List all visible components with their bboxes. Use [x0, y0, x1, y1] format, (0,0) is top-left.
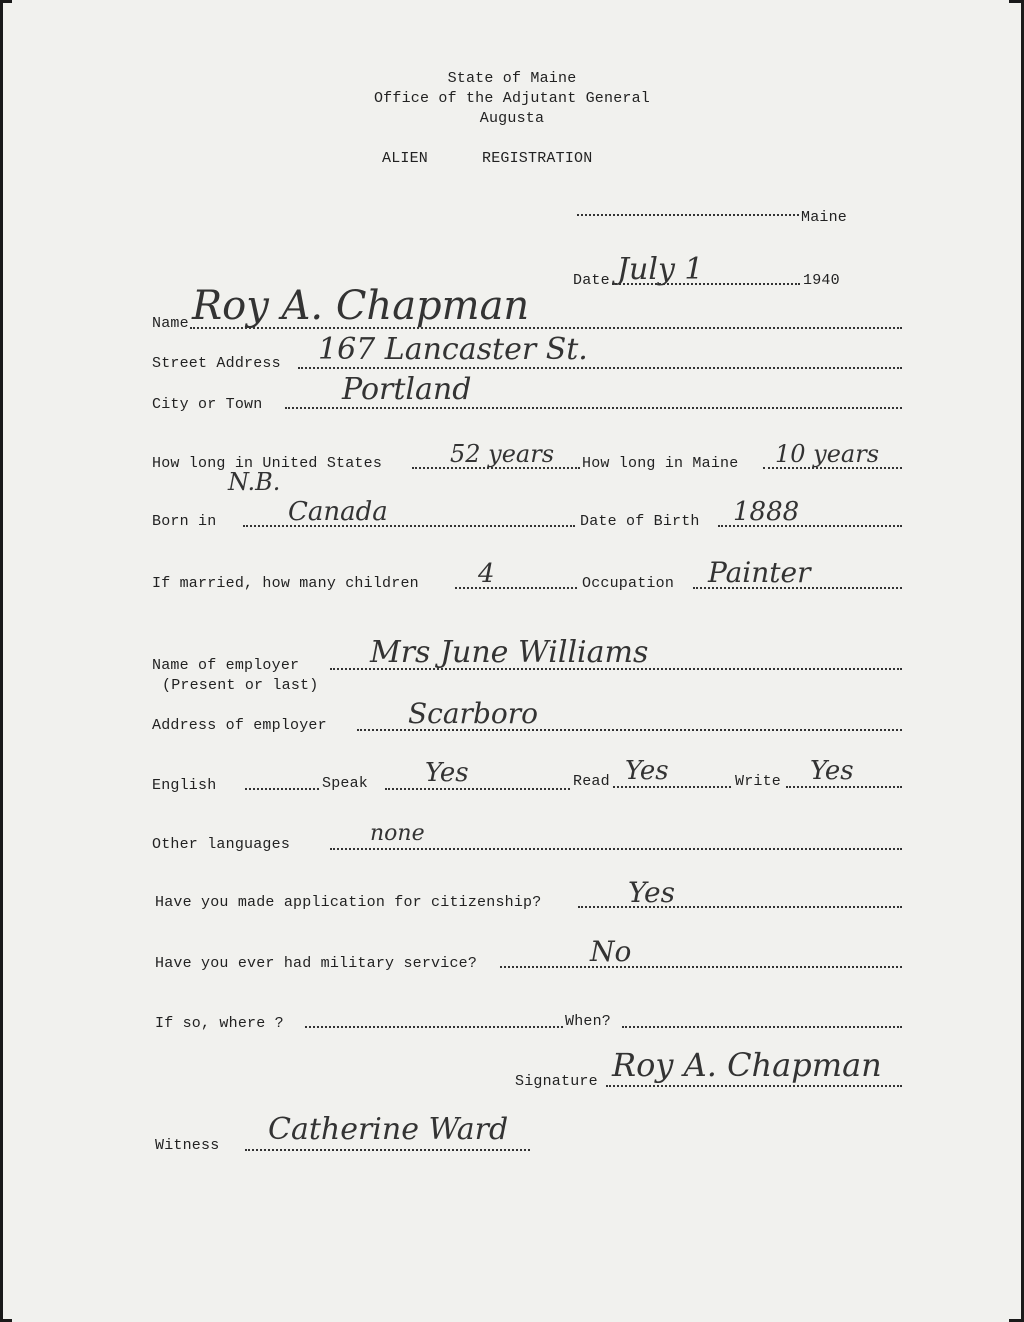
signature-label: Signature	[515, 1073, 598, 1090]
citizenship-label: Have you made application for citizenship?	[155, 894, 542, 911]
place-line	[577, 214, 799, 216]
citizenship-line	[578, 906, 902, 908]
born-note: N.B.	[228, 468, 281, 496]
corner-mark	[0, 0, 12, 3]
place-suffix: Maine	[801, 209, 848, 226]
street-label: Street Address	[152, 355, 281, 372]
date-year: 1940	[803, 272, 840, 289]
maine-years-label: How long in Maine	[582, 455, 739, 472]
read-label: Read	[573, 773, 610, 790]
employer-address-label: Address of employer	[152, 717, 327, 734]
employer-sublabel: (Present or last)	[162, 677, 319, 694]
children-line	[455, 587, 577, 589]
speak-line	[385, 788, 570, 790]
speak-value: Yes	[425, 758, 469, 788]
other-languages-label: Other languages	[152, 836, 291, 853]
date-value: July 1	[617, 252, 704, 287]
witness-value: Catherine Ward	[268, 1112, 509, 1147]
header-state: State of Maine	[447, 70, 577, 87]
born-value: Canada	[288, 497, 388, 527]
dob-label: Date of Birth	[580, 513, 700, 530]
street-line	[298, 367, 902, 369]
read-line	[613, 786, 731, 788]
english-label: English	[152, 777, 217, 794]
speak-label: Speak	[322, 775, 369, 792]
military-label: Have you ever had military service?	[155, 955, 478, 972]
witness-line	[245, 1149, 530, 1151]
header-city: Augusta	[479, 110, 545, 127]
name-value: Roy A. Chapman	[192, 283, 530, 329]
signature-line	[606, 1085, 902, 1087]
city-line	[285, 407, 902, 409]
read-value: Yes	[625, 756, 669, 786]
write-value: Yes	[810, 756, 854, 786]
corner-mark	[1009, 0, 1021, 3]
name-label: Name	[152, 315, 189, 332]
title-alien: ALIEN	[382, 150, 429, 167]
title-registration: REGISTRATION	[482, 150, 593, 167]
born-label: Born in	[152, 513, 217, 530]
occupation-value: Painter	[708, 556, 811, 589]
citizenship-value: Yes	[628, 876, 675, 909]
where-line	[305, 1026, 563, 1028]
left-scan-edge	[0, 0, 3, 1322]
signature-value: Roy A. Chapman	[612, 1046, 882, 1084]
write-line	[786, 786, 902, 788]
witness-label: Witness	[155, 1137, 220, 1154]
employer-value: Mrs June Williams	[370, 635, 649, 670]
maine-years-value: 10 years	[775, 440, 880, 468]
dob-value: 1888	[733, 497, 800, 527]
where-label: If so, where ?	[155, 1015, 284, 1032]
street-value: 167 Lancaster St.	[318, 332, 588, 367]
when-line	[622, 1026, 902, 1028]
employer-label: Name of employer	[152, 657, 300, 674]
us-years-label: How long in United States	[152, 455, 383, 472]
children-label: If married, how many children	[152, 575, 419, 592]
city-value: Portland	[342, 372, 472, 407]
other-languages-line	[330, 848, 902, 850]
header-office: Office of the Adjutant General	[373, 90, 651, 107]
military-line	[500, 966, 902, 968]
english-line	[245, 788, 319, 790]
occupation-label: Occupation	[582, 575, 675, 592]
us-years-value: 52 years	[450, 440, 555, 468]
military-value: No	[590, 935, 632, 968]
when-label: When?	[565, 1013, 612, 1030]
date-label: Date	[573, 272, 610, 289]
write-label: Write	[735, 773, 782, 790]
city-label: City or Town	[152, 396, 263, 413]
other-languages-value: none	[370, 821, 425, 846]
children-value: 4	[478, 559, 495, 589]
employer-address-value: Scarboro	[408, 697, 538, 730]
